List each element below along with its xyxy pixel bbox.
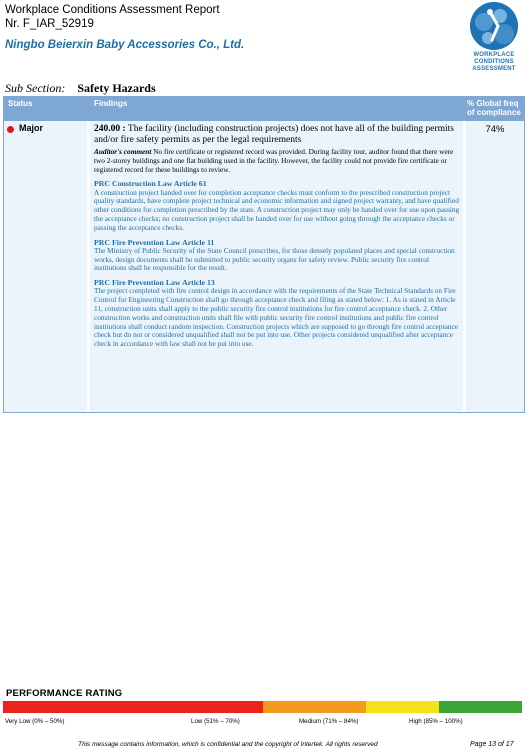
red-dot-icon (7, 126, 14, 133)
rating-segment-medium (366, 701, 439, 713)
law-reference (94, 238, 460, 274)
finding-text: The facility (including construction projects) does not have all of the building permits and/or fire safety permits as per the legal requirements (94, 124, 454, 145)
rating-label-very-low: Very Low (0% – 50%) (5, 718, 65, 725)
report-number: Nr. F_IAR_52919 (5, 18, 94, 30)
page-number: Page 13 of 17 (470, 741, 514, 748)
performance-rating-labels (0, 718, 532, 728)
table-header (4, 97, 524, 121)
findings-table (3, 96, 525, 413)
law-reference (94, 179, 460, 232)
law-text: The Ministry of Public Security of the State Council prescribes, for those densely populated places and special construction works, design documents shall be submitted to public security organs for safety review. Public security fire control institutions shall be responsible for the result. (94, 245, 455, 273)
freq-cell (466, 121, 524, 412)
law-text: The project completed with fire control design in accordance with the requirements of the State Technical Standards on Fire Control for Engineering Construction shall go through acceptance check and filing as stated below: 1. As is stated in Article 11, construction units shall apply to the public security fire control institutions for fire control acceptance check. 2. Other construction works and construction units shall file with public security fire control institutions and public fire control institutions shall conduct random inspection. Construction projects which are supposed to go through fire control acceptance check but do not or considered unqualified shall not be put into use. Other projects considered unqualified after acceptance check in accordance with law shall not be put into use. (94, 286, 458, 349)
column-header-freq: % Global freq of compliance (467, 99, 521, 117)
logo-line-1: WORKPLACE (473, 52, 515, 58)
logo-line-2: CONDITIONS (474, 59, 514, 65)
column-header-status: Status (8, 99, 33, 108)
finding-heading (94, 124, 460, 146)
wca-logo (462, 2, 526, 80)
rating-label-high: High (85% – 100%) (409, 718, 463, 725)
auditor-comment-label: Auditor's comment (94, 147, 152, 156)
subsection-label: Sub Section: (5, 81, 66, 95)
status-label: Major (19, 123, 44, 133)
freq-value: 74% (485, 124, 505, 135)
column-header-findings: Findings (94, 99, 128, 108)
wca-logo-icon (470, 2, 518, 50)
auditor-comment-text: No fire certificate or registered record was provided. During facility tour, auditor found that there were two 2-storey buildings and one flat building used in the facility. However, the facility could not provide fire certificate or registered record for these buildings to review. (94, 147, 454, 174)
law-title: PRC Construction Law Article 61 (94, 179, 207, 189)
performance-rating-bar (3, 701, 522, 713)
law-title: PRC Fire Prevention Law Article 11 (94, 237, 215, 247)
law-reference (94, 278, 460, 349)
company-name: Ningbo Beierxin Baby Accessories Co., Ltd. (5, 39, 245, 51)
report-title: Workplace Conditions Assessment Report (5, 4, 220, 16)
rating-label-medium: Medium (71% – 84%) (299, 718, 359, 725)
performance-rating-title: PERFORMANCE RATING (6, 688, 123, 699)
law-title: PRC Fire Prevention Law Article 13 (94, 278, 215, 288)
subsection-value: Safety Hazards (77, 81, 156, 95)
findings-cell (90, 121, 464, 412)
subsection-heading (5, 82, 156, 96)
status-cell (4, 121, 88, 412)
confidentiality-note: This message contains information, which is confidential and the copyright of Intertek. All rights reserved (78, 741, 378, 748)
rating-label-low: Low (51% – 70%) (191, 718, 240, 725)
rating-segment-very-low (3, 701, 263, 713)
logo-line-3: ASSESSMENT (472, 66, 516, 72)
rating-segment-high (439, 701, 522, 713)
finding-content (94, 124, 460, 349)
rating-segment-low (263, 701, 367, 713)
finding-code: 240.00 : (94, 124, 126, 134)
law-text: A construction project handed over for completion acceptance checks must conform to the prescribed construction project quality standards, have complete project technical and economic information and signed project warranty, and have qualified other conditions for completion prescribed by the state. A construction project may only be handed over for use upon passing the acceptance checks; no construction project shall be handed over for use without going through the acceptance checks or passing the acceptance checks. (94, 187, 460, 232)
auditor-comment (94, 148, 460, 174)
